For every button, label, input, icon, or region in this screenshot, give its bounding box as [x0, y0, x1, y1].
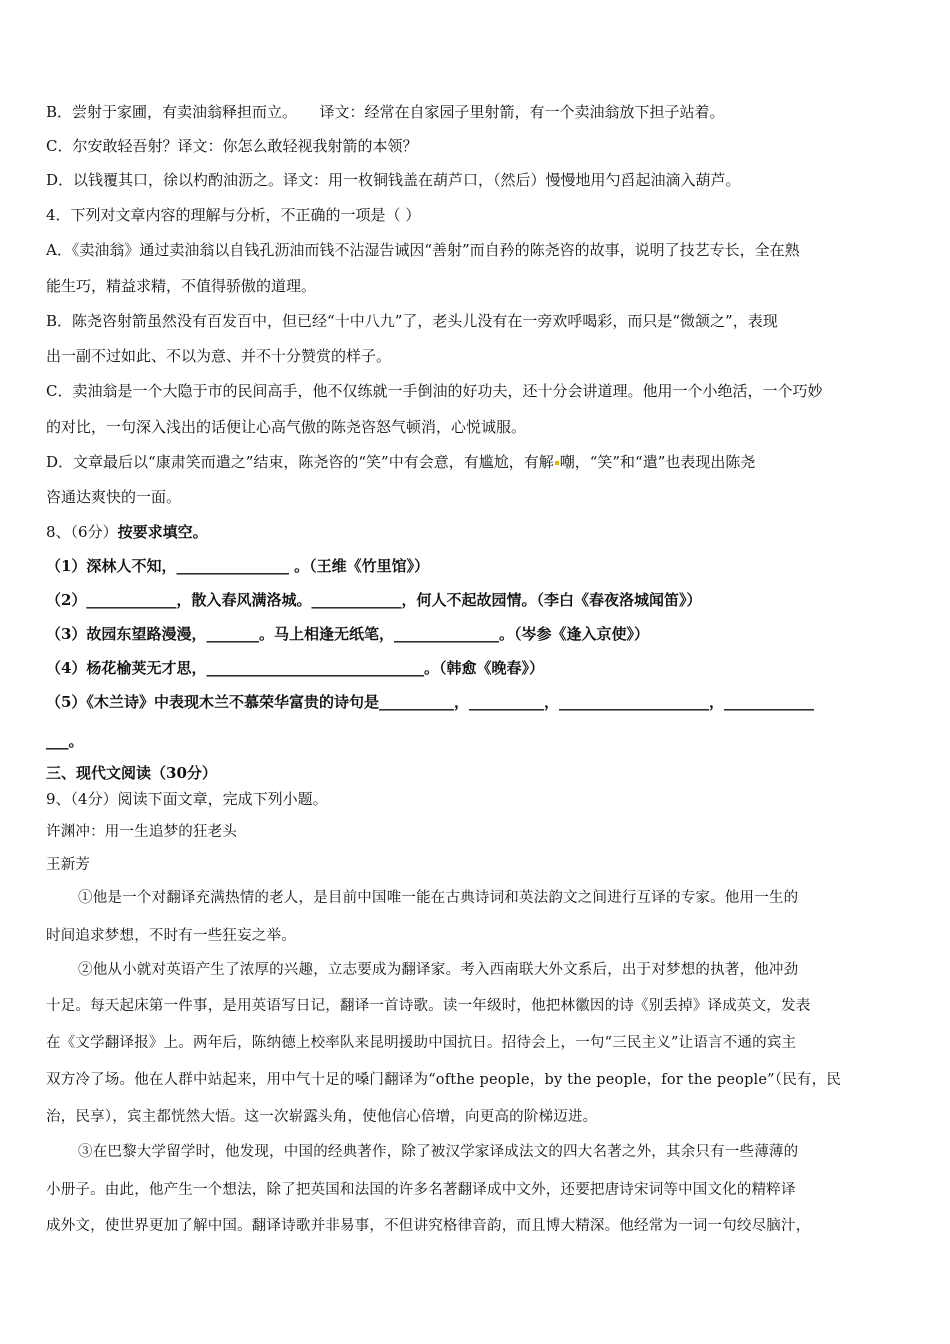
- q8-title: 按要求填空。: [117, 523, 208, 541]
- q4-stem: 4．下列对文章内容的理解与分析，不正确的一项是（ ）: [46, 206, 421, 224]
- paragraph-2-line4: 双方冷了场。他在人群中站起来，用中气十足的嗓门翻译为“ofthe people，by the people，for the people”（民有，民: [46, 1072, 842, 1088]
- q8-item-1: （1）深林人不知，_______________ 。（王维《竹里馆》）: [46, 557, 430, 575]
- q4-option-d-line2: 咨通达爽快的一面。: [46, 488, 182, 506]
- q4-option-b-line1: B．陈尧咨射箭虽然没有百发百中，但已经“十中八九”了，老头儿没有在一旁欢呼喝彩，而只是“微颔之”，表现: [46, 312, 778, 330]
- highlight-mark: [555, 461, 559, 465]
- paragraph-2-line3: 在《文学翻译报》上。两年后，陈纳德上校率队来昆明援助中国抗日。招待会上，一句“三民主义”让语言不通的宾主: [46, 1035, 797, 1051]
- q4-option-b-line2: 出一副不过如此、不以为意、并不十分赞赏的样子。: [46, 347, 392, 365]
- section-3-heading: 三、现代文阅读（30分）: [46, 764, 217, 782]
- q4-option-c-line1: C．卖油翁是一个大隐于市的民间高手，他不仅练就一手倒油的好功夫，还十分会讲道理。他用一个小绝活，一个巧妙: [46, 382, 823, 400]
- paragraph-1-line2: 时间追求梦想，不时有一些狂妄之举。: [46, 928, 296, 944]
- paragraph-3-line3: 成外文，使世界更加了解中国。翻译诗歌并非易事，不但讲究格律音韵，而且博大精深。他经常为一词一句绞尽脑汁，: [46, 1218, 811, 1234]
- q4-option-d-text-b: 嘲，“笑”和“遣”也表现出陈尧: [559, 453, 756, 471]
- q9-stem: 9、（4分）阅读下面文章，完成下列小题。: [46, 790, 328, 808]
- q8-item-5: （5）《木兰诗》中表现木兰不慕荣华富贵的诗句是__________，__________，____________________，____________: [46, 693, 814, 711]
- q8-item-5-cont: ___。: [46, 732, 84, 750]
- q4-option-d-text-a: D．文章最后以“康肃笑而遣之”结束，陈尧咨的“笑”中有会意，有尴尬，有解: [46, 453, 554, 471]
- q4-option-c-line2: 的对比，一句深入浅出的话便让心高气傲的陈尧咨怒气顿消，心悦诚服。: [46, 418, 527, 436]
- q8-item-4: （4）杨花榆荚无才思，_____________________________。（韩愈《晚春》）: [46, 659, 544, 677]
- paragraph-2-line2: 十足。每天起床第一件事，是用英语写日记，翻译一首诗歌。读一年级时，他把林徽因的诗《别丢掉》译成英文，发表: [46, 998, 811, 1014]
- q4-option-a-line1: A．《卖油翁》通过卖油翁以自钱孔沥油而钱不沾湿告诫因“善射”而自矜的陈尧咨的故事，说明了技艺专长，全在熟: [46, 241, 800, 259]
- paragraph-2-line1: ②他从小就对英语产生了浓厚的兴趣，立志要成为翻译家。考入西南联大外文系后，出于对梦想的执著，他冲劲: [78, 962, 799, 978]
- q3-option-b: B．尝射于家圃，有卖油翁释担而立。 译文：经常在自家园子里射箭，有一个卖油翁放下担子站着。: [46, 103, 725, 121]
- paragraph-3-line2: 小册子。由此，他产生一个想法，除了把英国和法国的许多名著翻译成中文外，还要把唐诗宋词等中国文化的精粹译: [46, 1182, 796, 1198]
- q8-heading: [46, 522, 906, 542]
- paragraph-2-line5: 治，民享），宾主都恍然大悟。这一次崭露头角，使他信心倍增，向更高的阶梯迈进。: [46, 1109, 598, 1125]
- q3-option-c: C．尔安敢轻吾射？译文：你怎么敢轻视我射箭的本领？: [46, 137, 418, 155]
- article-title: 许渊冲：用一生追梦的狂老头: [46, 824, 238, 840]
- q3-option-d: D．以钱覆其口，徐以杓酌油沥之。译文：用一枚铜钱盖在葫芦口，（然后）慢慢地用勺舀起油滴入葫芦。: [46, 171, 741, 189]
- paragraph-1-line1: ①他是一个对翻译充满热情的老人，是目前中国唯一能在古典诗词和英法韵文之间进行互译的专家。他用一生的: [78, 890, 799, 906]
- q4-option-a-line2: 能生巧，精益求精，不值得骄傲的道理。: [46, 277, 317, 295]
- q4-option-d-line1: [46, 452, 906, 472]
- q8-item-2: （2）____________，散入春风满洛城。____________，何人不起故园情。（李白《春夜洛城闻笛》）: [46, 591, 702, 609]
- q8-item-3: （3）故园东望路漫漫，_______。马上相逢无纸笔，______________。（岑参《逢入京使》）: [46, 625, 649, 643]
- q8-prefix: 8、（6分）: [46, 523, 118, 541]
- paragraph-3-line1: ③在巴黎大学留学时，他发现，中国的经典著作，除了被汉学家译成法文的四大名著之外，其余只有一些薄薄的: [78, 1144, 799, 1160]
- article-author: 王新芳: [46, 857, 91, 873]
